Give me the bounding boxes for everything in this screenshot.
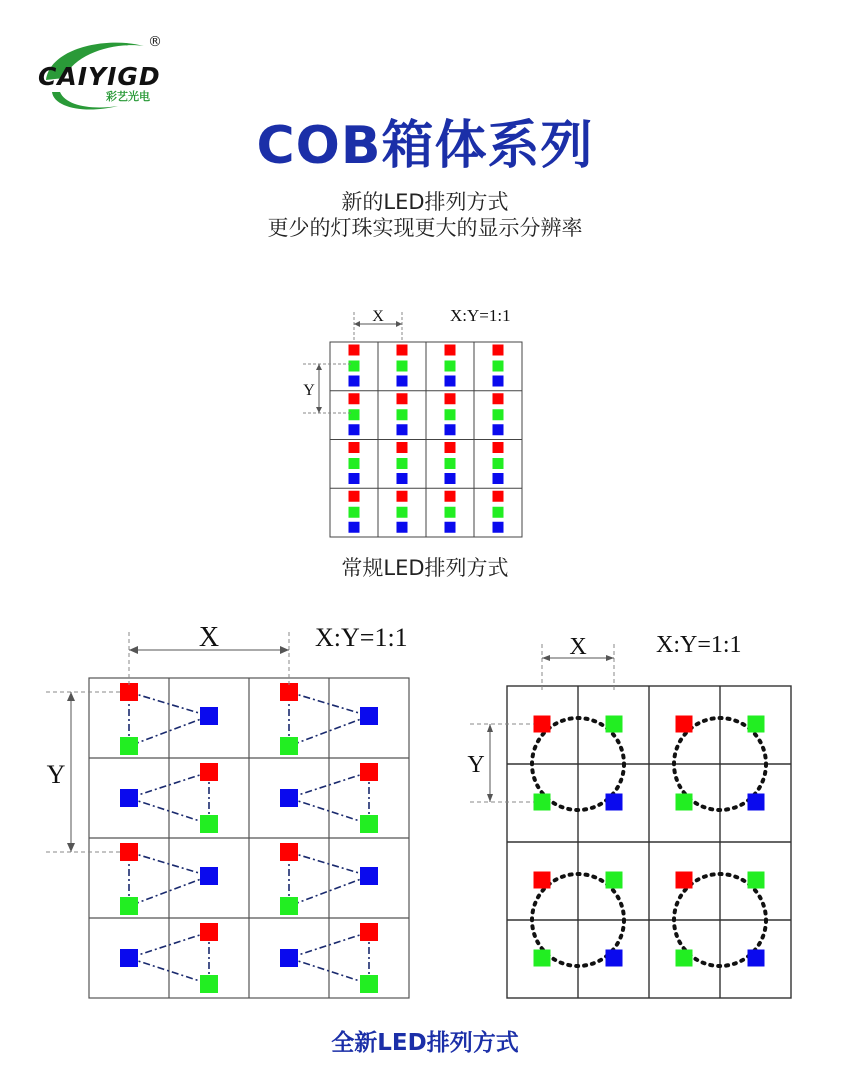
red-led [120, 843, 138, 861]
blue-led [200, 707, 218, 725]
blue-led [445, 522, 456, 533]
blue-led [360, 707, 378, 725]
green-led [397, 458, 408, 469]
blue-led [493, 376, 504, 387]
green-led [493, 409, 504, 420]
red-led [534, 872, 551, 889]
blue-led [445, 424, 456, 435]
red-led [493, 491, 504, 502]
green-led [397, 409, 408, 420]
green-led [397, 361, 408, 372]
red-led [493, 345, 504, 356]
blue-led [349, 376, 360, 387]
diagram-circular [462, 620, 802, 1005]
green-led [534, 950, 551, 967]
green-led [445, 507, 456, 518]
red-led [397, 393, 408, 404]
red-led [200, 763, 218, 781]
green-led [534, 794, 551, 811]
blue-led [349, 522, 360, 533]
red-led [349, 393, 360, 404]
red-led [200, 923, 218, 941]
red-led [349, 345, 360, 356]
red-led [280, 683, 298, 701]
caption-conventional: 常规LED排列方式 [341, 556, 509, 580]
green-led [280, 897, 298, 915]
x-label: X [569, 634, 587, 660]
blue-led [120, 789, 138, 807]
blue-led [397, 376, 408, 387]
y-label: Y [303, 382, 315, 399]
green-led [349, 409, 360, 420]
green-led [493, 361, 504, 372]
ratio-label: X:Y=1:1 [656, 632, 742, 658]
subtitle-line-1: 新的LED排列方式 [341, 190, 509, 214]
caption-new-arrangement: 全新LED排列方式 [331, 1030, 519, 1056]
diagram-triangular [40, 615, 425, 1005]
blue-led [397, 473, 408, 484]
y-label: Y [467, 752, 485, 778]
blue-led [606, 794, 623, 811]
green-led [397, 507, 408, 518]
blue-led [397, 522, 408, 533]
blue-led [397, 424, 408, 435]
x-label: X [372, 308, 384, 325]
blue-led [349, 424, 360, 435]
ratio-label: X:Y=1:1 [315, 623, 408, 652]
red-led [397, 442, 408, 453]
red-led [676, 716, 693, 733]
green-led [606, 716, 623, 733]
brand-name: CAIYIGD [38, 62, 161, 91]
red-led [445, 442, 456, 453]
red-led [493, 393, 504, 404]
green-led [120, 737, 138, 755]
blue-led [280, 789, 298, 807]
ratio-label: X:Y=1:1 [450, 306, 511, 325]
page-title: COB箱体系列 [256, 116, 594, 176]
blue-led [360, 867, 378, 885]
red-led [534, 716, 551, 733]
diagram-conventional [290, 298, 550, 548]
green-led [748, 716, 765, 733]
red-led [445, 491, 456, 502]
blue-led [493, 473, 504, 484]
blue-led [349, 473, 360, 484]
red-led [349, 491, 360, 502]
green-led [349, 507, 360, 518]
green-led [445, 409, 456, 420]
green-led [360, 975, 378, 993]
red-led [397, 345, 408, 356]
green-led [748, 872, 765, 889]
red-led [349, 442, 360, 453]
red-led [360, 923, 378, 941]
red-led [676, 872, 693, 889]
brand-subname: 彩艺光电 [106, 90, 150, 103]
red-led [120, 683, 138, 701]
red-led [445, 393, 456, 404]
x-label: X [198, 622, 220, 653]
green-led [445, 361, 456, 372]
blue-led [445, 473, 456, 484]
green-led [280, 737, 298, 755]
blue-led [493, 522, 504, 533]
green-led [606, 872, 623, 889]
green-led [493, 458, 504, 469]
green-led [120, 897, 138, 915]
green-led [445, 458, 456, 469]
subtitle-line-2: 更少的灯珠实现更大的显示分辨率 [267, 216, 583, 240]
green-led [676, 794, 693, 811]
red-led [445, 345, 456, 356]
green-led [200, 975, 218, 993]
blue-led [120, 949, 138, 967]
red-led [280, 843, 298, 861]
green-led [349, 458, 360, 469]
green-led [200, 815, 218, 833]
red-led [397, 491, 408, 502]
blue-led [200, 867, 218, 885]
red-led [360, 763, 378, 781]
y-label: Y [46, 760, 66, 789]
red-led [493, 442, 504, 453]
blue-led [606, 950, 623, 967]
green-led [349, 361, 360, 372]
blue-led [493, 424, 504, 435]
registered-mark: ® [148, 34, 162, 50]
blue-led [280, 949, 298, 967]
blue-led [748, 794, 765, 811]
green-led [676, 950, 693, 967]
green-led [493, 507, 504, 518]
blue-led [445, 376, 456, 387]
green-led [360, 815, 378, 833]
blue-led [748, 950, 765, 967]
